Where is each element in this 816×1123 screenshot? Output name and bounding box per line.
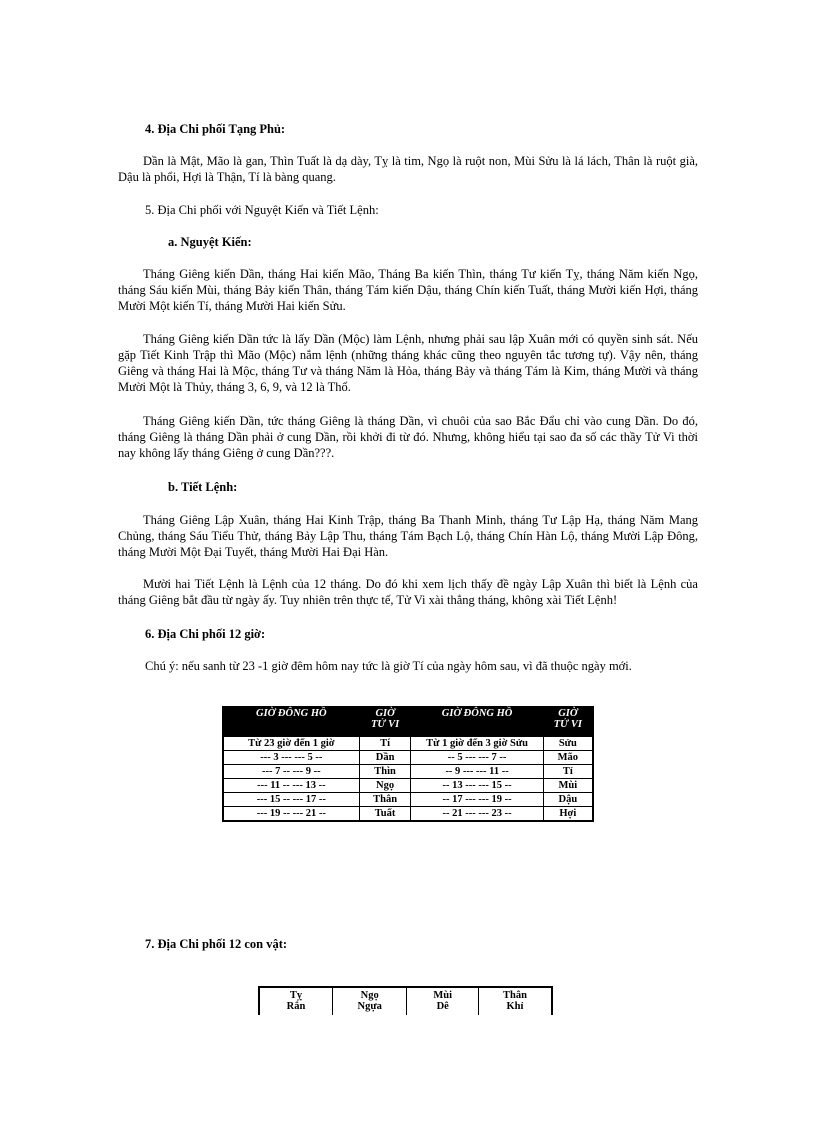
subsection-a-heading: a. Nguyệt Kiến: — [168, 235, 252, 249]
section-5-heading: 5. Địa Chi phối với Nguyệt Kiến và Tiết Lệnh: — [145, 203, 379, 217]
nguyet-kien-paragraph-2: Tháng Giêng kiến Dần tức là lấy Dần (Mộc) làm Lệnh, nhưng phải sau lập Xuân mới có quyền sinh sát. Nếu gặp Tiết Kinh Trập thì Mão (Mộc) nắm lệnh (những tháng khác cũng theo nguyên tắc tương tự). Vậy nên, tháng Giêng và tháng Hai là Mộc, tháng Tư và tháng Năm là Hỏa, tháng Bảy và tháng Tám là Kim, tháng Mười và tháng Mười Một là Thủy, tháng 3, 6, 9, và 12 là Thổ. — [118, 332, 698, 394]
table-row — [223, 737, 593, 751]
animal-label: Khỉ — [506, 1001, 524, 1012]
table-cell: Sửu — [543, 737, 593, 751]
chi-label: Mùi — [433, 990, 453, 1001]
section-4-paragraph: Dần là Mật, Mão là gan, Thìn Tuất là dạ dày, Tỵ là tim, Ngọ là ruột non, Mùi Sửu là lá lách, Thân là ruột già, Dậu là phổi, Hợi là Thận, Tí là bàng quang. — [118, 154, 698, 184]
hours-table-header — [223, 707, 593, 737]
table-cell: --- 15 -- --- 17 -- — [223, 793, 359, 807]
animal-cell — [259, 987, 332, 1015]
animal-cell — [332, 987, 407, 1015]
table-cell: Dần — [359, 751, 411, 765]
table-cell: --- 7 -- --- 9 -- — [223, 765, 359, 779]
table-cell: Từ 23 giờ đến 1 giờ — [223, 737, 359, 751]
animals-table — [258, 986, 553, 1015]
chi-label: Tỵ — [289, 990, 303, 1001]
animal-label: Rắn — [286, 1001, 306, 1012]
table-cell: --- 19 -- --- 21 -- — [223, 807, 359, 822]
table-cell: Mão — [543, 751, 593, 765]
header-clock-hours-1: GIỜ ĐÔNG HỒ — [223, 707, 359, 737]
table-cell: -- 9 --- --- 11 -- — [411, 765, 543, 779]
header-clock-hours-2: GIỜ ĐÔNG HỒ — [411, 707, 543, 737]
header-tuvi-hours-2: GIỜ TỬ VI — [543, 707, 593, 737]
table-cell: Dậu — [543, 793, 593, 807]
tiet-lenh-paragraph-2: Mười hai Tiết Lệnh là Lệnh của 12 tháng. Do đó khi xem lịch thấy đề ngày Lập Xuân thì biết là Lệnh của tháng Giêng bắt đầu từ ngày ấy. Tuy nhiên trên thực tế, Tử Vi xài thẳng tháng, không xài Tiết Lệnh! — [118, 577, 698, 607]
table-cell: Mùi — [543, 779, 593, 793]
chi-label: Ngọ — [360, 990, 379, 1001]
animal-label: Dê — [436, 1001, 449, 1012]
table-cell: -- 21 --- --- 23 -- — [411, 807, 543, 822]
table-cell: Tuất — [359, 807, 411, 822]
animal-label: Ngựa — [357, 1001, 382, 1012]
table-cell: Từ 1 giờ đến 3 giờ Sửu — [411, 737, 543, 751]
table-cell: Ngọ — [359, 779, 411, 793]
chi-label: Thân — [503, 990, 527, 1001]
table-cell: Hợi — [543, 807, 593, 822]
table-row — [223, 751, 593, 765]
section-6-note: Chú ý: nếu sanh từ 23 -1 giờ đêm hôm nay tức là giờ Tí của ngày hôm sau, vì đã thuộc ngày mới. — [145, 659, 632, 673]
table-row — [223, 765, 593, 779]
nguyet-kien-paragraph-3: Tháng Giêng kiến Dần, tức tháng Giêng là tháng Dần, vì chuôi của sao Bắc Đẩu chỉ vào cung Dần. Do đó, tháng Giêng là tháng Dần phải ở cung Dần, rồi khởi đi từ đó. Nhưng, không hiểu tại sao đa số các thầy Tử Vi thời nay không lấy tháng Giêng ở cung Dần???. — [118, 414, 698, 460]
header-tuvi-hours-1: GIỜ TỬ VI — [359, 707, 411, 737]
tiet-lenh-paragraph-1: Tháng Giêng Lập Xuân, tháng Hai Kinh Trập, tháng Ba Thanh Minh, tháng Tư Lập Hạ, tháng Năm Mang Chủng, tháng Sáu Tiểu Thử, tháng Bảy Lập Thu, tháng Tám Bạch Lộ, tháng Chín Hàn Lộ, tháng Mười Lập Đông, tháng Mười Một Đại Tuyết, tháng Mười Hai Đại Hàn. — [118, 513, 698, 559]
subsection-b-heading: b. Tiết Lệnh: — [168, 480, 238, 494]
table-cell: Thân — [359, 793, 411, 807]
table-row — [223, 779, 593, 793]
hours-table — [222, 706, 594, 822]
nguyet-kien-paragraph-1: Tháng Giêng kiến Dần, tháng Hai kiến Mão, Tháng Ba kiến Thìn, tháng Tư kiến Tỵ, tháng Năm kiến Ngọ, tháng Sáu kiến Mùi, tháng Bảy kiến Thân, tháng Tám kiến Dậu, tháng Chín kiến Tuất, tháng Mười kiến Hợi, tháng Mười Một kiến Tí, tháng Mười Hai kiến Sửu. — [118, 267, 698, 313]
table-row — [259, 987, 552, 1015]
table-row — [223, 807, 593, 822]
section-4-heading: 4. Địa Chi phối Tạng Phủ: — [145, 122, 286, 136]
table-cell: Tí — [359, 737, 411, 751]
table-cell: --- 3 --- --- 5 -- — [223, 751, 359, 765]
table-cell: -- 13 --- --- 15 -- — [411, 779, 543, 793]
section-6-heading: 6. Địa Chi phối 12 giờ: — [145, 627, 266, 641]
table-cell: -- 5 --- --- 7 -- — [411, 751, 543, 765]
table-cell: Tỉ — [543, 765, 593, 779]
animal-cell — [407, 987, 478, 1015]
table-cell: --- 11 -- --- 13 -- — [223, 779, 359, 793]
section-7-heading: 7. Địa Chi phối 12 con vật: — [145, 937, 288, 951]
table-cell: Thìn — [359, 765, 411, 779]
table-row — [223, 793, 593, 807]
animal-cell — [478, 987, 552, 1015]
table-cell: -- 17 --- --- 19 -- — [411, 793, 543, 807]
